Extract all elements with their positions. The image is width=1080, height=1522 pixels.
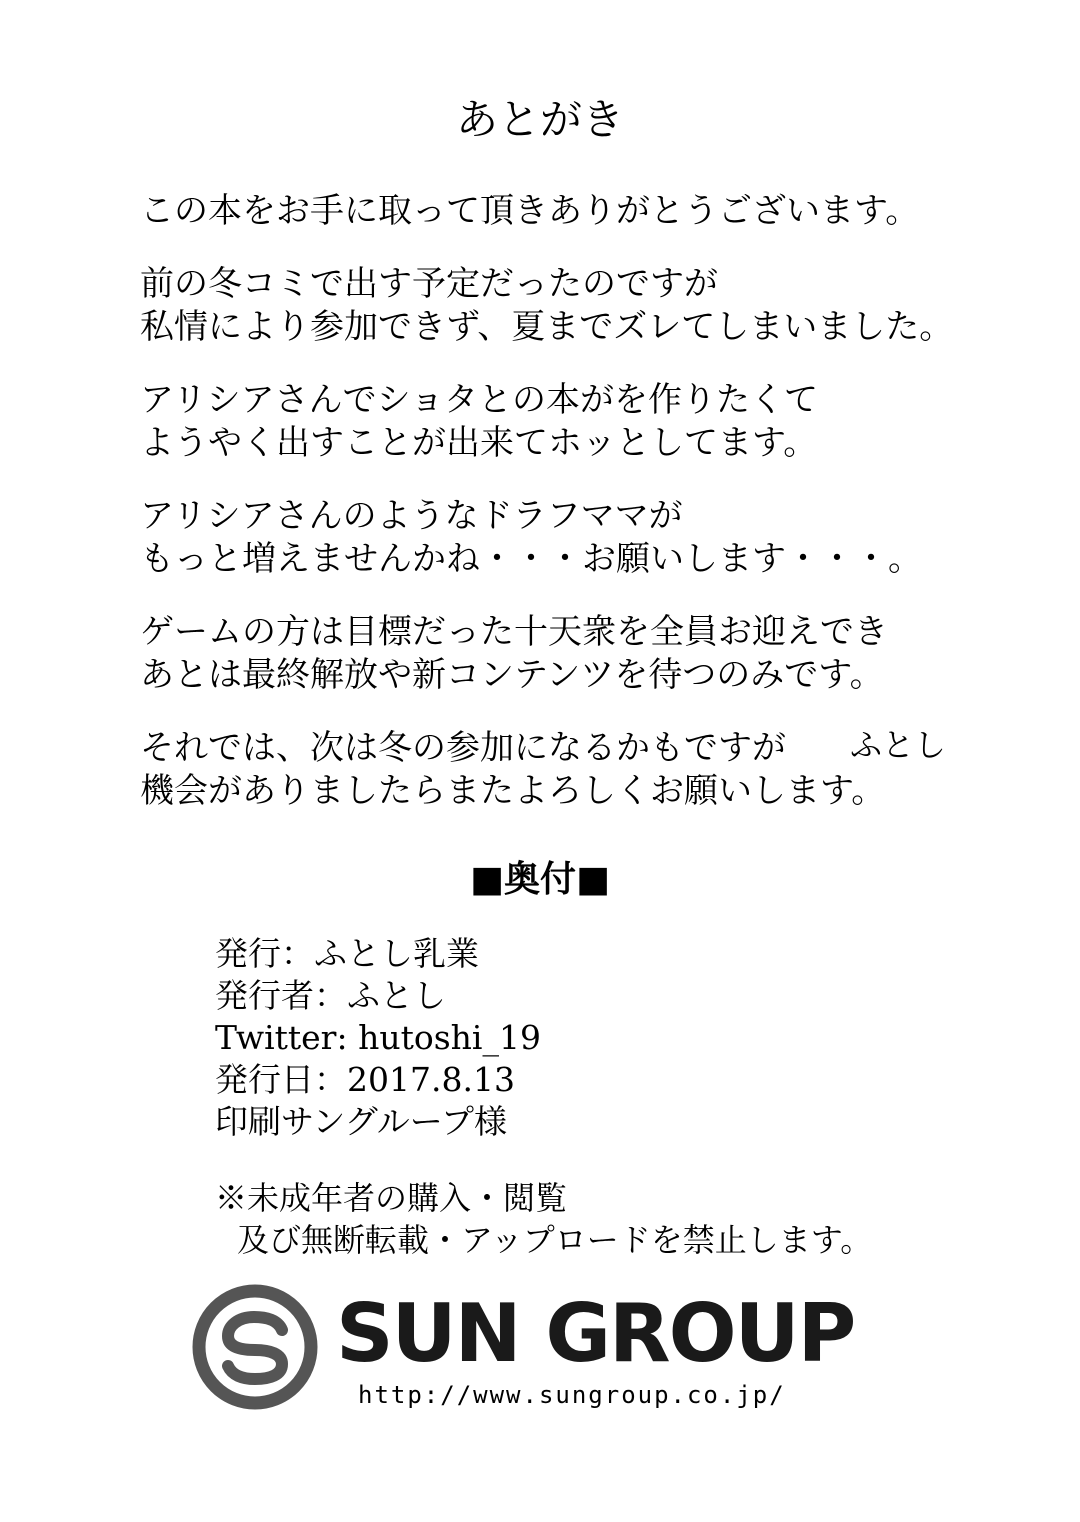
afterword-line: ようやく出すことが出来てホッとしてます。 xyxy=(140,423,818,463)
author-signature: ふとし xyxy=(850,726,947,764)
sun-group-s-logo-icon xyxy=(190,1282,320,1412)
page-title: あとがき xyxy=(455,95,624,144)
colophon-twitter: Twitter: hutoshi_19 xyxy=(215,1018,541,1057)
afterword-paragraph xyxy=(140,263,954,349)
afterword-line: アリシアさんのようなドラフママが xyxy=(140,496,683,536)
afterword-paragraph xyxy=(140,727,940,813)
colophon-date: 発行日：2017.8.13 xyxy=(215,1060,515,1099)
afterword-paragraph xyxy=(140,495,940,581)
afterword-line: あとは最終解放や新コンテンツを待つのみです。 xyxy=(140,655,884,695)
afterword-line: アリシアさんでショタとの本がを作りたくて xyxy=(140,380,818,420)
restriction-notice xyxy=(215,1177,975,1261)
afterword-line: それでは、次は冬の参加になるかもですが xyxy=(140,728,786,768)
printer-logo xyxy=(190,1282,855,1422)
afterword-line: もっと増えませんかね・・・お願いします・・・。 xyxy=(140,539,922,579)
afterword-line: 機会がありましたらまたよろしくお願いします。 xyxy=(140,771,886,811)
afterword-body xyxy=(140,190,954,843)
notice-line: ※未成年者の購入・閲覧 xyxy=(215,1179,568,1217)
logo-url: http://www.sungroup.co.jp/ xyxy=(358,1381,786,1409)
afterword-line: 私情により参加できず、夏までズレてしまいました。 xyxy=(140,307,954,347)
notice-line: 及び無断転載・アップロードを禁止します。 xyxy=(237,1221,873,1259)
afterword-line: この本をお手に取って頂きありがとうございます。 xyxy=(140,191,920,231)
afterword-paragraph xyxy=(140,379,940,465)
logo-wordmark: SUN GROUP xyxy=(336,1287,855,1380)
colophon xyxy=(215,933,915,1143)
afterword-line: ゲームの方は目標だった十天衆を全員お迎えでき xyxy=(140,612,888,652)
afterword-paragraph xyxy=(140,190,940,233)
afterword-line: 前の冬コミで出す予定だったのですが xyxy=(140,264,718,304)
colophon-publisher: 発行：ふとし乳業 xyxy=(215,934,479,973)
colophon-issuer: 発行者：ふとし xyxy=(215,976,446,1015)
colophon-printer: 印刷サングループ様 xyxy=(215,1102,508,1141)
afterword-paragraph xyxy=(140,611,940,697)
colophon-heading: ■奥付■ xyxy=(469,858,611,900)
